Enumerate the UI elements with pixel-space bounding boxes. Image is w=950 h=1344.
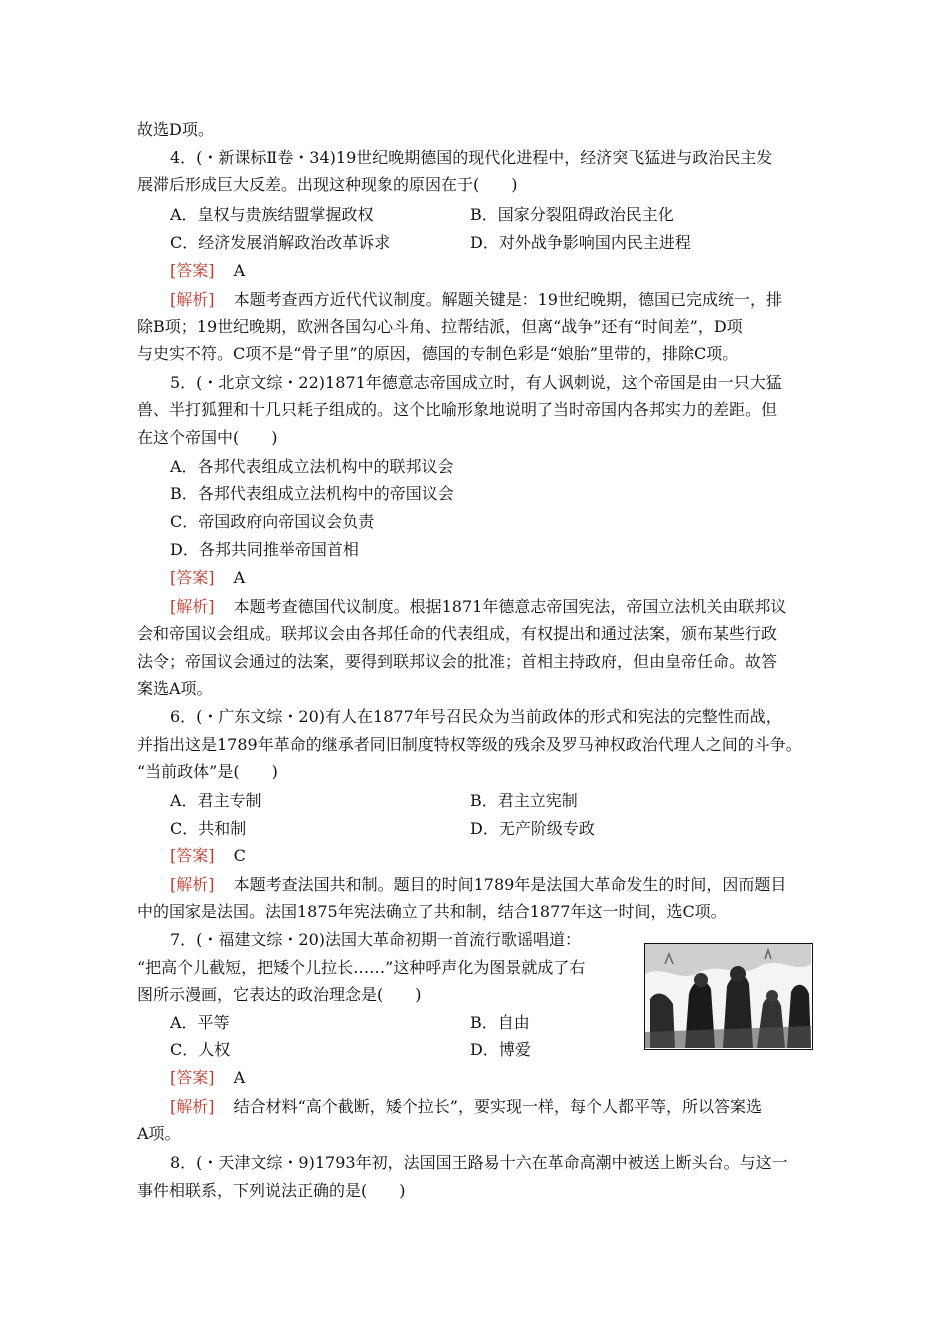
- q5-option-a: A．各邦代表组成立法机构中的联邦议会: [170, 457, 454, 476]
- q4-option-b: B．国家分裂阻碍政治民主化: [470, 205, 674, 224]
- analysis-tag: [解析]: [170, 1097, 215, 1116]
- q5-option-c: C．帝国政府向帝国议会负责: [170, 512, 375, 531]
- q6-analysis-line1: [170, 872, 786, 898]
- q4-stem-line1: 4．(・新课标Ⅱ卷・34)19世纪晚期德国的现代化进程中，经济突飞猛进与政治民主发: [170, 148, 773, 167]
- q7-analysis-line2: A项。: [137, 1124, 181, 1143]
- q6-option-b: B．君主立宪制: [470, 791, 578, 810]
- q6-analysis-text1: 本题考查法国共和制。题目的时间1789年是法国大革命发生的时间，因而题目: [233, 875, 787, 894]
- q7-option-d: D．博爱: [470, 1040, 531, 1059]
- q7-analysis-text1: 结合材料“高个截断，矮个拉长”，要实现一样，每个人都平等，所以答案选: [233, 1097, 762, 1116]
- answer-tag: [答案]: [170, 846, 215, 865]
- q5-stem-line3: 在这个帝国中( ): [137, 428, 278, 447]
- q7-answer-row: [170, 1065, 245, 1091]
- q4-option-c: C．经济发展消解政治改革诉求: [170, 233, 391, 252]
- q5-stem-line2: 兽、半打狐狸和十几只耗子组成的。这个比喻形象地说明了当时帝国内各邦实力的差距。但: [137, 400, 778, 419]
- q6-analysis-line2: 中的国家是法国。法国1875年宪法确立了共和制，结合1877年这一时间，选C项。: [137, 902, 727, 921]
- q6-option-a: A．君主专制: [170, 791, 262, 810]
- q6-option-c: C．共和制: [170, 819, 247, 838]
- q5-analysis-line1: [170, 594, 786, 620]
- q5-answer: A: [233, 568, 246, 587]
- answer-tag: [答案]: [170, 568, 215, 587]
- analysis-tag: [解析]: [170, 597, 215, 616]
- answer-tag: [答案]: [170, 261, 215, 280]
- q5-analysis-line4: 案选A项。: [137, 679, 213, 698]
- analysis-tag: [解析]: [170, 875, 215, 894]
- q8-stem-line1: 8．(・天津文综・9)1793年初，法国国王路易十六在革命高潮中被送上断头台。与这一: [170, 1153, 788, 1172]
- q6-option-d: D．无产阶级专政: [470, 819, 595, 838]
- q4-answer: A: [233, 261, 246, 280]
- q5-analysis-line2: 会和帝国议会组成。联邦议会由各邦任命的代表组成，有权提出和通过法案，颁布某些行政: [137, 624, 778, 643]
- q4-analysis-line2: 除B项；19世纪晚期，欧洲各国勾心斗角、拉帮结派，但离“战争”还有“时间差”，D项: [137, 317, 743, 336]
- q7-stem-line3: 图所示漫画，它表达的政治理念是( ): [137, 985, 422, 1004]
- q5-analysis-line3: 法令；帝国议会通过的法案，要得到联邦议会的批准；首相主持政府，但由皇帝任命。故答: [137, 652, 778, 671]
- cartoon-image: [644, 943, 813, 1050]
- q4-option-d: D．对外战争影响国内民主进程: [470, 233, 691, 252]
- q6-stem-line3: “当前政体”是( ): [137, 762, 278, 781]
- q6-answer-row: [170, 843, 246, 869]
- q6-stem-line2: 并指出这是1789年革命的继承者同旧制度特权等级的残余及罗马神权政治代理人之间的斗争。: [137, 735, 802, 754]
- q7-analysis-line1: [170, 1094, 762, 1120]
- q8-stem-line2: 事件相联系，下列说法正确的是( ): [137, 1181, 406, 1200]
- q4-analysis-line1: [170, 287, 782, 313]
- q4-stem-line2: 展滞后形成巨大反差。出现这种现象的原因在于( ): [137, 175, 518, 194]
- q4-answer-row: [170, 258, 245, 284]
- q7-option-c: C．人权: [170, 1040, 231, 1059]
- q4-option-a: A．皇权与贵族结盟掌握政权: [170, 205, 374, 224]
- q5-stem-line1: 5．(・北京文综・22)1871年德意志帝国成立时，有人讽刺说，这个帝国是由一只大猛: [170, 373, 782, 392]
- q5-option-b: B．各邦代表组成立法机构中的帝国议会: [170, 484, 454, 503]
- q7-stem-line2: “把高个儿截短，把矮个儿拉长……”这种呼声化为图景就成了右: [137, 958, 586, 977]
- q6-stem-line1: 6．(・广东文综・20)有人在1877年号召民众为当前政体的形式和宪法的完整性而战，: [170, 707, 782, 726]
- q5-answer-row: [170, 565, 245, 591]
- analysis-tag: [解析]: [170, 290, 215, 309]
- q5-option-d: D．各邦共同推举帝国首相: [170, 540, 359, 559]
- q7-option-a: A．平等: [170, 1013, 230, 1032]
- q6-answer: C: [233, 846, 246, 865]
- q7-option-b: B．自由: [470, 1013, 530, 1032]
- q3-tail: 故选D项。: [137, 120, 214, 139]
- q7-answer: A: [233, 1068, 246, 1087]
- answer-tag: [答案]: [170, 1068, 215, 1087]
- q4-analysis-line3: 与史实不符。C项不是“骨子里”的原因，德国的专制色彩是“娘胎”里带的，排除C项。: [137, 344, 739, 363]
- cartoon-drawing: [645, 944, 811, 1048]
- q4-analysis-text1: 本题考查西方近代代议制度。解题关键是：19世纪晚期，德国已完成统一，排: [233, 290, 782, 309]
- q7-stem-line1: 7．(・福建文综・20)法国大革命初期一首流行歌谣唱道：: [170, 930, 582, 949]
- q5-analysis-text1: 本题考查德国代议制度。根据1871年德意志帝国宪法，帝国立法机关由联邦议: [233, 597, 787, 616]
